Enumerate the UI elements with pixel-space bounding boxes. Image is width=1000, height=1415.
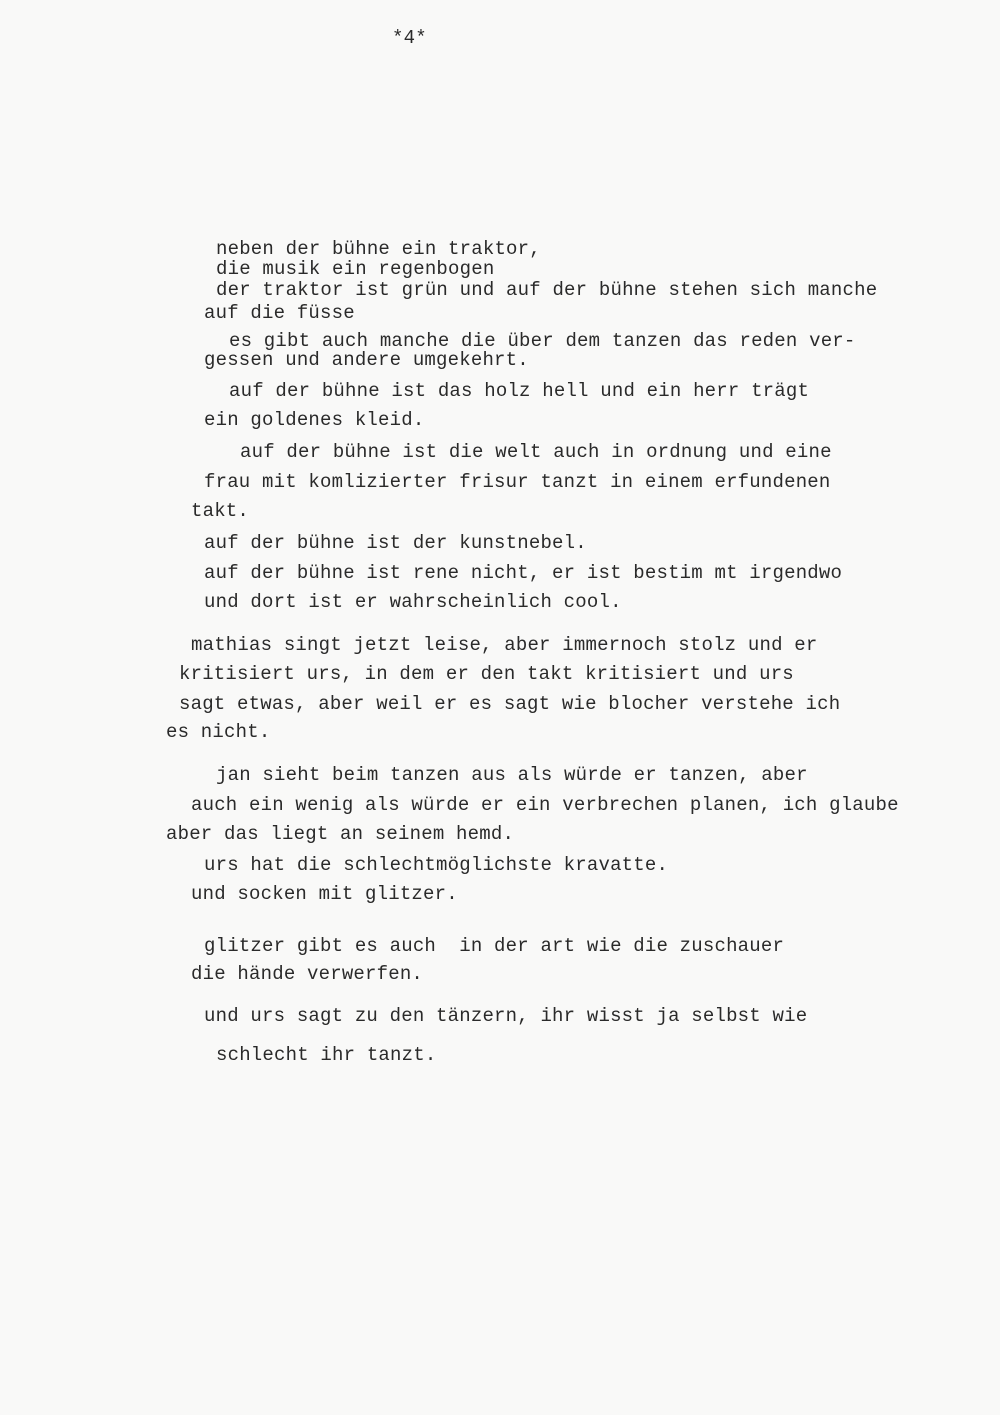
text-line: frau mit komlizierter frisur tanzt in einem erfundenen xyxy=(204,471,831,493)
text-line: schlecht ihr tanzt. xyxy=(216,1044,437,1066)
text-line: es gibt auch manche die über dem tanzen das reden ver- xyxy=(229,330,856,352)
text-line: auf der bühne ist der kunstnebel. xyxy=(204,532,587,554)
text-line: die hände verwerfen. xyxy=(191,963,424,985)
text-line: neben der bühne ein traktor, xyxy=(216,238,541,260)
text-line: jan sieht beim tanzen aus als würde er tanzen, aber xyxy=(216,764,808,786)
text-line: gessen und andere umgekehrt. xyxy=(204,349,529,371)
text-line: und socken mit glitzer. xyxy=(191,883,458,905)
text-line: urs hat die schlechtmöglichste kravatte. xyxy=(204,854,669,876)
text-line: sagt etwas, aber weil er es sagt wie blocher verstehe ich xyxy=(179,693,841,715)
page-number: *4* xyxy=(392,27,427,49)
text-line: und dort ist er wahrscheinlich cool. xyxy=(204,591,622,613)
text-line: der traktor ist grün und auf der bühne stehen sich manche xyxy=(216,279,878,301)
text-line: es nicht. xyxy=(166,721,271,743)
text-line: auf der bühne ist das holz hell und ein herr trägt xyxy=(229,380,810,402)
text-line: ein goldenes kleid. xyxy=(204,409,425,431)
text-line: auf die füsse xyxy=(204,302,355,324)
text-line: und urs sagt zu den tänzern, ihr wisst ja selbst wie xyxy=(204,1005,808,1027)
text-line: aber das liegt an seinem hemd. xyxy=(166,823,515,845)
text-line: takt. xyxy=(191,500,250,522)
text-line: auf der bühne ist rene nicht, er ist bestim mt irgendwo xyxy=(204,562,843,584)
text-line: auf der bühne ist die welt auch in ordnung und eine xyxy=(240,441,832,463)
text-line: die musik ein regenbogen xyxy=(216,258,495,280)
text-line: mathias singt jetzt leise, aber immernoch stolz und er xyxy=(191,634,818,656)
text-line: auch ein wenig als würde er ein verbrechen planen, ich glaube xyxy=(191,794,899,816)
text-line: glitzer gibt es auch in der art wie die zuschauer xyxy=(204,935,785,957)
text-line: kritisiert urs, in dem er den takt kritisiert und urs xyxy=(179,663,794,685)
